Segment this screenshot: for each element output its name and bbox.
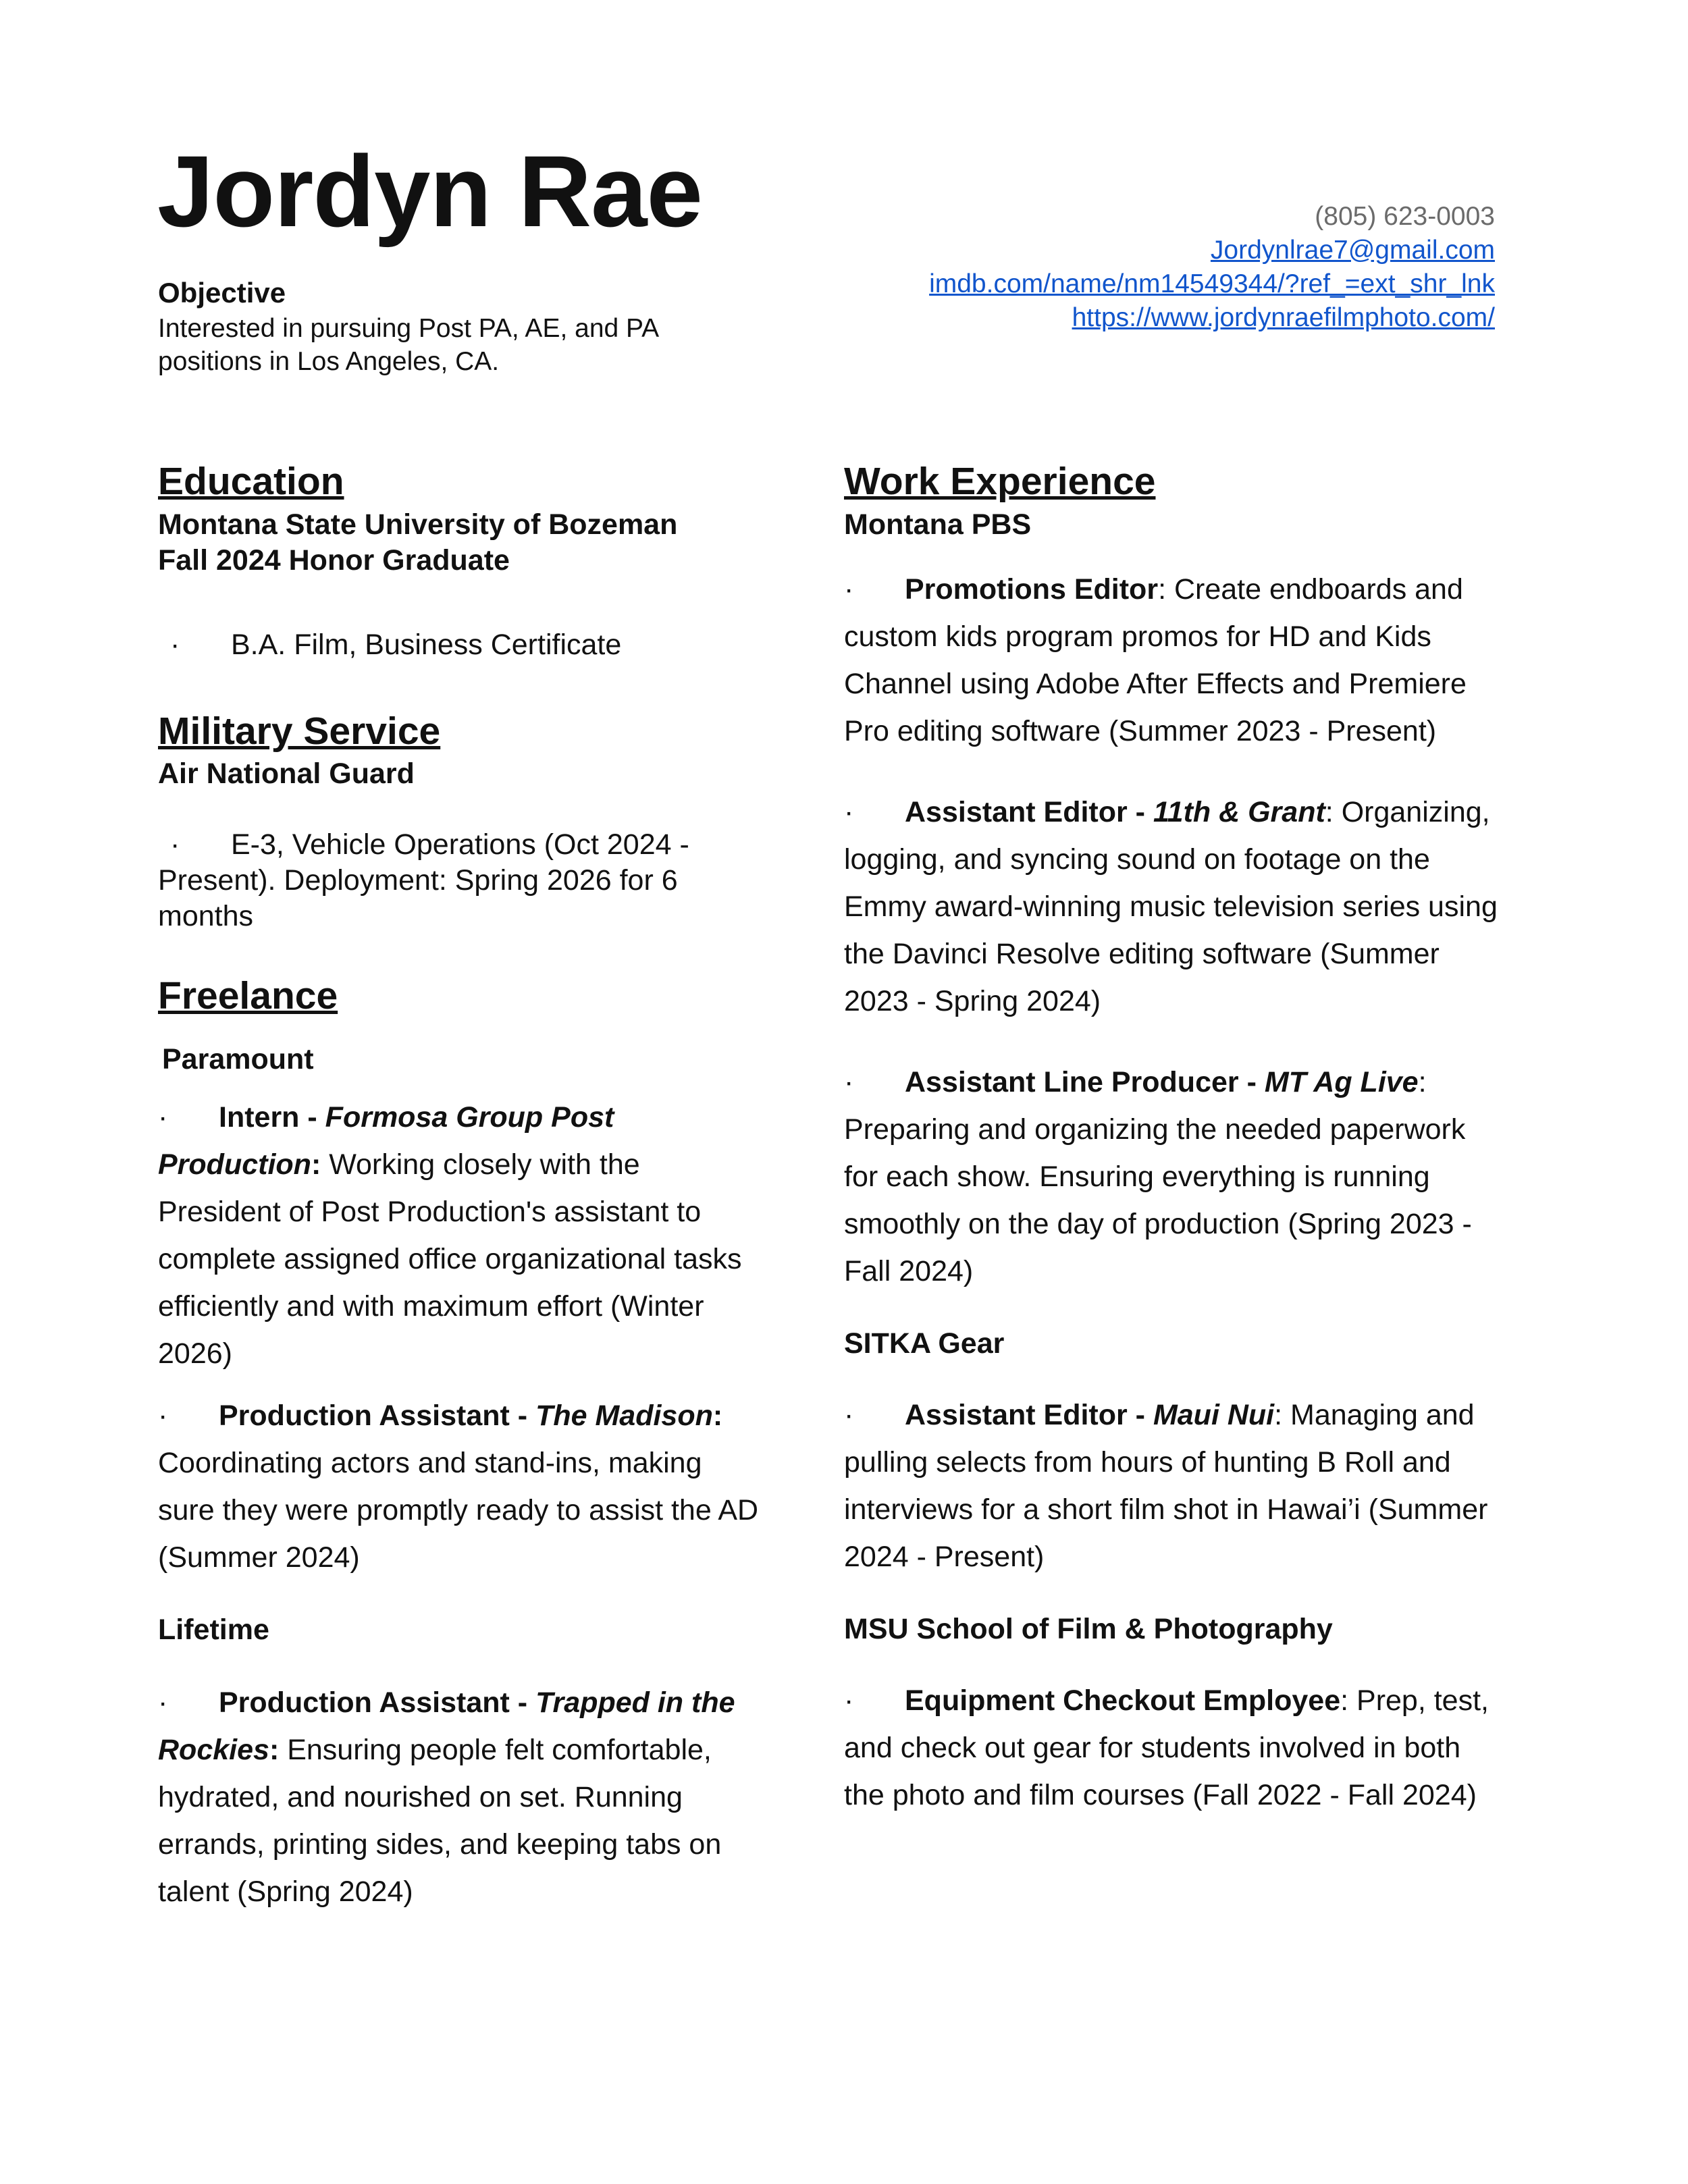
work-company: Montana PBS [844,508,1032,541]
entry-role: Production Assistant - [219,1400,536,1433]
entry-role: Assistant Editor - [905,1398,1153,1431]
work-entry [844,1677,1506,1819]
freelance-entry [158,1392,766,1581]
work-entry [844,566,1506,755]
bullet: · [158,1101,168,1134]
contact-block [929,200,1495,335]
entry-colon: : [1325,795,1334,828]
freelance-entry [158,1679,766,1915]
education-heading: Education [158,460,344,503]
website-link[interactable]: https://www.jordynraefilmphoto.com/ [1072,303,1495,332]
entry-colon: : [1418,1065,1427,1098]
entry-description: Working closely with the President of Post Production's assistant to complete assigned office organizational tasks efficiently and with maximum effort (Winter 2026) [158,1148,742,1370]
bullet: · [844,1398,854,1431]
entry-description: Managing and pulling selects from hours of hunting B Roll and interviews for a short film shot in Hawai’i (Summer 2024 - Present) [844,1398,1488,1573]
entry-project: MT Ag Live [1264,1065,1419,1098]
bullet: · [170,828,180,861]
work-company: SITKA Gear [844,1327,1005,1360]
bullet: · [158,1686,168,1720]
entry-colon: : [311,1148,321,1181]
bullet: · [170,628,180,661]
entry-role: Assistant Editor - [905,795,1153,828]
freelance-heading: Freelance [158,974,338,1018]
left-column [158,460,766,1915]
entry-project: Maui Nui [1153,1398,1275,1431]
education-item-text: B.A. Film, Business Certificate [231,628,622,661]
work-entry [844,789,1506,1025]
work-entry [844,1391,1506,1580]
education-item [158,627,766,663]
resume-name: Jordyn Rae [157,134,702,248]
entry-project: Trapped in the Rockies [158,1686,735,1767]
entry-description: Create endboards and custom kids program promos for HD and Kids Channel using Adobe After Effects and Premiere Pro editing software (Summer 2023 - Present) [844,572,1467,747]
entry-description: Ensuring people felt comfortable, hydrated, and nourished on set. Running errands, printing sides, and keeping tabs on talent (Spring 2024) [158,1734,722,1909]
education-honor: Fall 2024 Honor Graduate [158,543,510,577]
email-link[interactable]: Jordynlrae7@gmail.com [1210,236,1495,265]
work-entry [844,1059,1506,1295]
bullet: · [844,1065,854,1098]
military-item [158,827,766,934]
military-heading: Military Service [158,709,441,753]
entry-description: Prep, test, and check out gear for students involved in both the photo and film courses (Fall 2022 - Fall 2024) [844,1684,1489,1811]
entry-project: The Madison [535,1400,713,1433]
entry-colon: : [1158,572,1167,606]
work-heading: Work Experience [844,460,1156,503]
work-company: MSU School of Film & Photography [844,1612,1333,1645]
entry-colon: : [1340,1684,1349,1717]
freelance-entry [158,1094,766,1377]
bullet: · [844,795,854,828]
entry-role: Assistant Line Producer - [905,1065,1265,1098]
education-school: Montana State University of Bozeman [158,508,678,541]
entry-project: Formosa Group Post Production [158,1101,614,1181]
entry-role: Production Assistant - [219,1686,536,1720]
bullet: · [158,1400,168,1433]
military-item-text: E-3, Vehicle Operations (Oct 2024 - Present). Deployment: Spring 2026 for 6 months [158,828,689,933]
entry-role: Intern - [219,1101,325,1134]
entry-role: Equipment Checkout Employee [905,1684,1341,1717]
phone-number: (805) 623-0003 [1315,202,1495,231]
freelance-company: Lifetime [158,1614,269,1647]
objective-text: Interested in pursuing Post PA, AE, and PA positions in Los Angeles, CA. [158,314,658,376]
entry-description: Organizing, logging, and syncing sound on footage on the Emmy award-winning music television series using the Davinci Resolve editing software (Summer 2023 - Spring 2024) [844,795,1498,1017]
imdb-link[interactable]: imdb.com/name/nm14549344/?ref_=ext_shr_lnk [929,269,1495,298]
entry-colon: : [269,1734,280,1767]
right-column [844,460,1506,1819]
bullet: · [844,572,854,606]
entry-description: Coordinating actors and stand-ins, making sure they were promptly ready to assist the AD (Summer 2024) [158,1447,759,1574]
entry-colon: : [712,1400,723,1433]
entry-role: Promotions Editor [905,572,1159,606]
military-branch: Air National Guard [158,757,415,791]
entry-description: Preparing and organizing the needed paperwork for each show. Ensuring everything is running smoothly on the day of production (Spring 2023 - Fall 2024) [844,1113,1472,1287]
bullet: · [844,1684,854,1717]
entry-colon: : [1274,1398,1283,1431]
entry-project: 11th & Grant [1153,795,1325,828]
objective-heading: Objective [158,277,286,309]
freelance-company: Paramount [162,1043,314,1076]
